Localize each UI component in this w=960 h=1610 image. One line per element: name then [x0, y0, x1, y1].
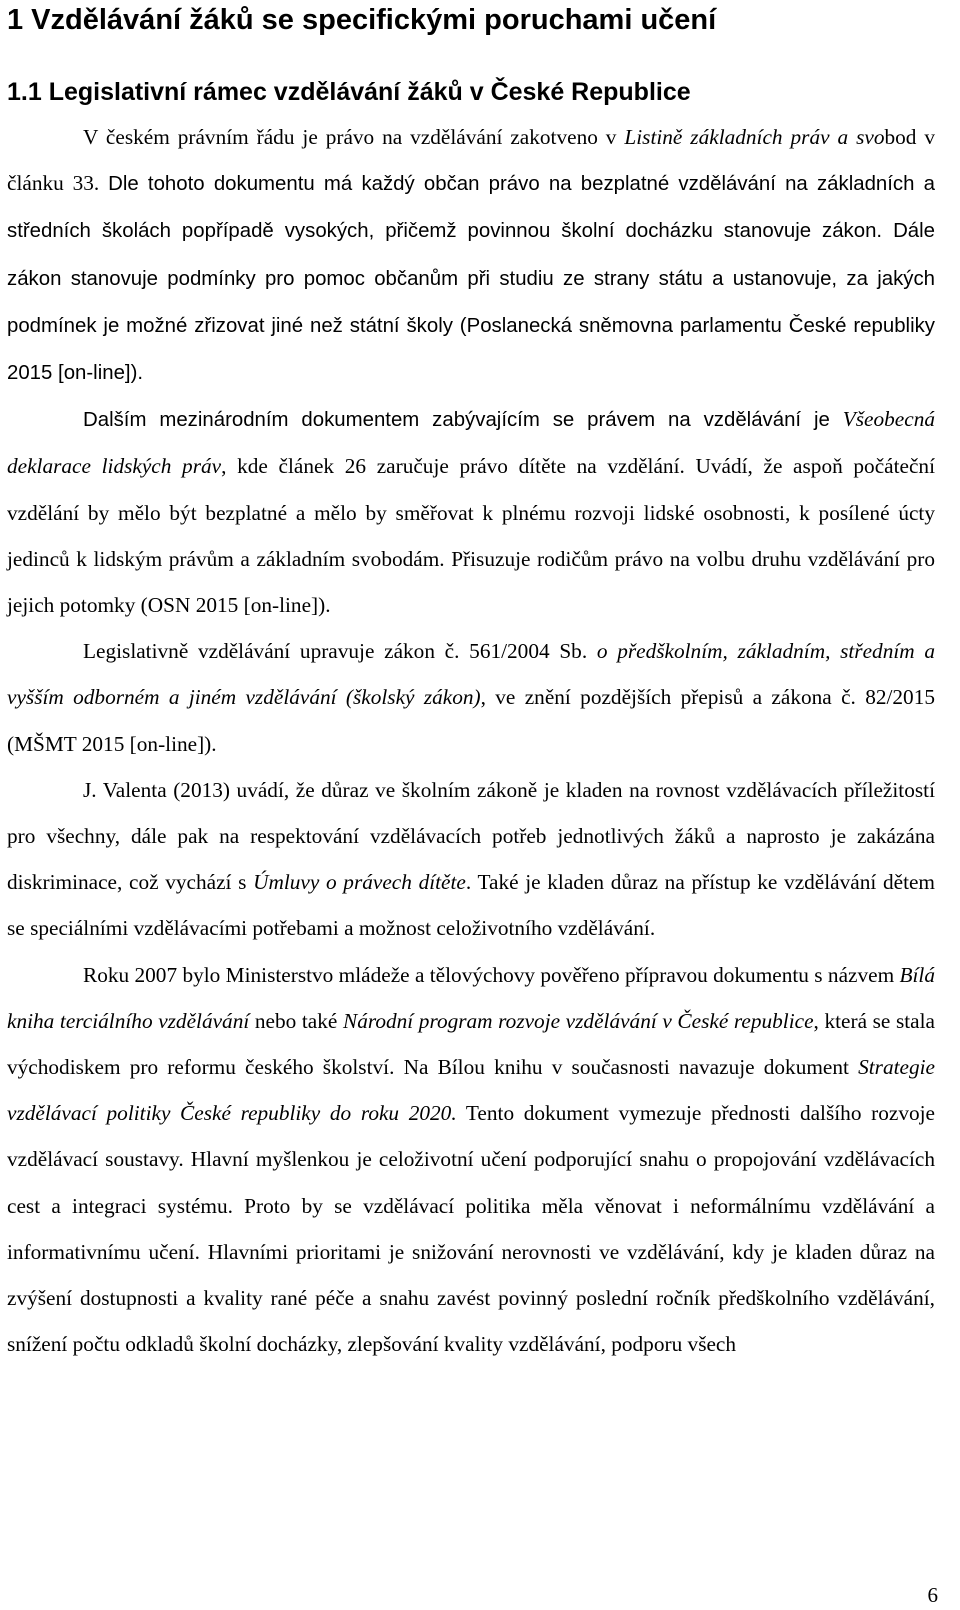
document-page [7, 0, 935, 1367]
page-number: 6 [927, 1583, 938, 1607]
paragraph-1-italic-title: Listině základních práv a svo [624, 125, 885, 149]
paragraph-5-italic-title-3: Strategie vzdělávací politiky České republiky do roku 2020. [7, 1055, 935, 1126]
paragraph-2-text-a: Dalším mezinárodním dokumentem zabývajícím se právem na vzdělávání je [83, 409, 843, 432]
paragraph-4-text-a: J. Valenta (2013) uvádí, že důraz ve školním zákoně je kladen na rovnost vzdělávacích příležitostí pro všechny, dále pak na respektování vzdělávacích potřeb jednotlivých žáků a naprosto je zakázána diskriminace, což vychází s [7, 777, 935, 895]
paragraph-3-italic-title: o předškolním, základním, středním a vyšším odborném a jiném vzdělávání (školský zákon) [7, 639, 936, 710]
paragraph-5-italic-title-2: Národní program rozvoje vzdělávání v České republice [342, 1008, 814, 1033]
paragraph-1-text-d: Dle tohoto dokumentu má každý občan právo na bezplatné vzdělávání na základních a středních školách popřípadě vysokých, přičemž povinnou školní docházku stanovuje zákon. Dále zákon stanovuje podmínky pro pomoc občanům při studiu ze strany státu a ustanovuje, za jakých podmínek je možné zřizovat jiné než státní školy (Poslanecká sněmovna parlamentu České republiky 2015 [on-line]). [7, 173, 935, 385]
section-heading: 1.1 Legislativní rámec vzdělávání žáků v České Republice [7, 78, 691, 106]
paragraph-5-text-a: Roku 2007 bylo Ministerstvo mládeže a tělovýchovy pověřeno přípravou dokumentu s názvem [83, 962, 900, 987]
paragraph-5-italic-title-1: Bílá kniha terciálního vzdělávání [7, 962, 935, 1033]
paragraph-2-italic-title: Všeobecná deklarace lidských práv [7, 407, 935, 479]
paragraph-3-text-c: , ve znění pozdějších přepisů a zákona č. 82/2015 (MŠMT 2015 [on-line]). [7, 685, 935, 756]
paragraph-4 [7, 767, 935, 952]
paragraph-5 [7, 952, 935, 1368]
paragraph-3 [7, 628, 935, 767]
paragraph-4-text-c: . Také je kladen důraz na přístup ke vzdělávání dětem se speciálními vzdělávacími potřebami a možnost celoživotního vzdělávání. [7, 870, 936, 941]
paragraph-5-text-c: nebo také [249, 1008, 343, 1033]
body-text [7, 112, 935, 1367]
paragraph-1-text-a: V českém právním řádu je právo na vzdělávání zakotveno v [83, 125, 625, 149]
paragraph-1-text-c: bod v článku 33. [7, 125, 935, 196]
paragraph-5-text-e: , která se stala východiskem pro reformu českého školství. Na Bílou knihu v současnosti navazuje dokument [7, 1008, 936, 1080]
paragraph-5-text-g: Tento dokument vymezuje přednosti dalšího rozvoje vzdělávací soustavy. Hlavní myšlenkou je celoživotní učení podporující snahu o propojování vzdělávacích cest a integraci systému. Proto by se vzdělávací politika měla věnovat i neformálnímu vzdělávání a informativnímu učení. Hlavními prioritami je snižování nerovnosti ve vzdělávání, kdy je kladen důraz na zvýšení dostupnosti a kvality rané péče a snahu zavést povinný poslední ročník předškolního vzdělávání, snížení počtu odkladů školní docházky, zlepšování kvality vzdělávání, podporu všech [7, 1101, 935, 1357]
paragraph-2-text-c: , kde článek 26 zaručuje právo dítěte na vzdělání. Uvádí, že aspoň počáteční vzdělání by mělo být bezplatné a mělo by směřovat k plnému rozvoji lidské osobnosti, k posílené úcty jedinců k lidským právům a základním svobodám. Přisuzuje rodičům právo na volbu druhu vzdělávání pro jejich potomky (OSN 2015 [on-line]). [7, 454, 935, 618]
chapter-heading: 1 Vzdělávání žáků se specifickými poruchami učení [7, 4, 717, 36]
paragraph-4-italic-title: Úmluvy o právech dítěte [253, 870, 466, 895]
paragraph-1 [7, 114, 935, 396]
paragraph-2 [7, 396, 935, 628]
paragraph-3-text-a: Legislativně vzdělávání upravuje zákon č. 561/2004 Sb. [83, 639, 597, 664]
